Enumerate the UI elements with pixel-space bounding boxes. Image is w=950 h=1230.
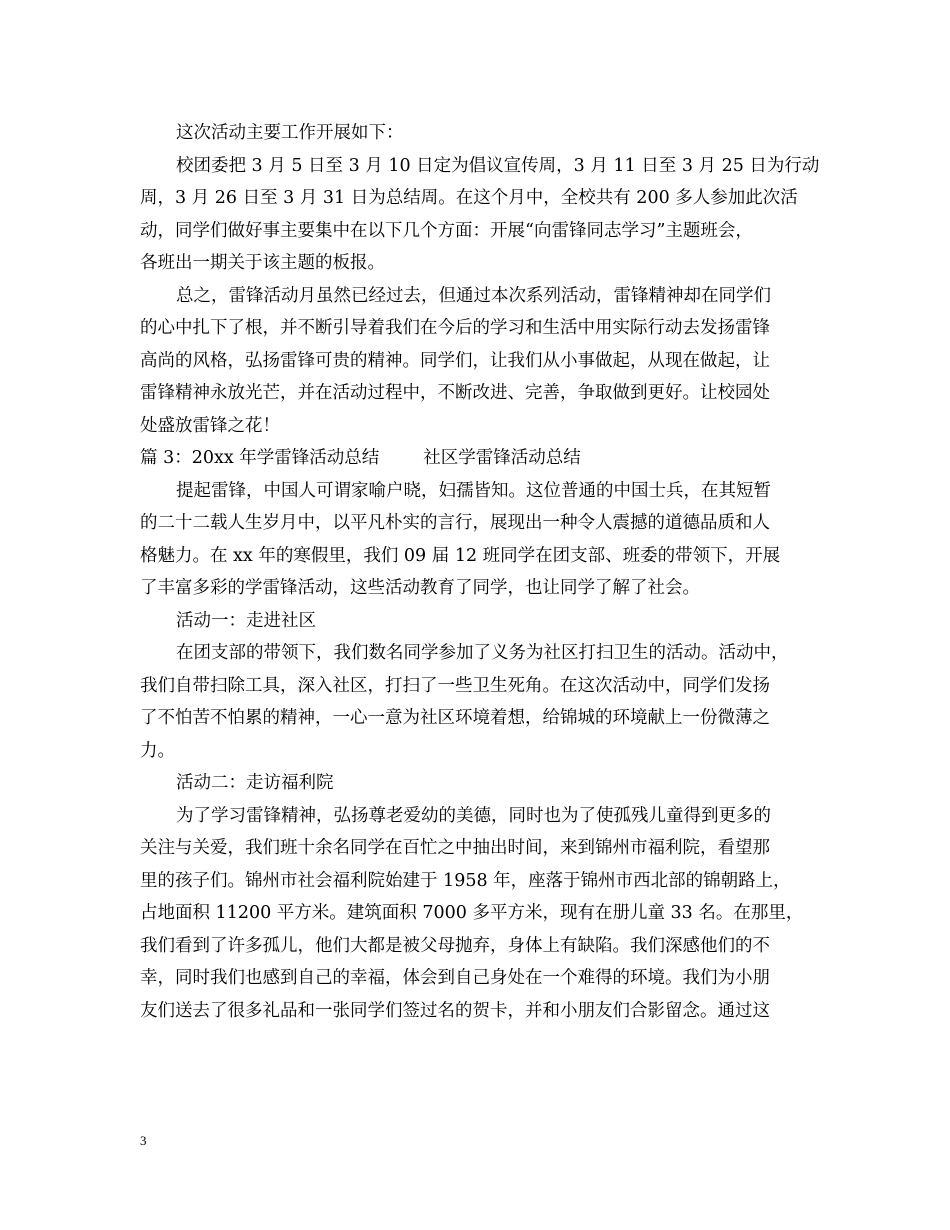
paragraph-line: 为了学习雷锋精神，弘扬尊老爱幼的美德，同时也为了使孤残儿童得到更多的 xyxy=(176,805,771,826)
paragraph-line: 雷锋精神永放光芒，并在活动过程中，不断改进、完善，争取做到更好。让校园处 xyxy=(140,383,770,403)
paragraph-line: 了不怕苦不怕累的精神，一心一意为社区环境着想，给锦城的环境献上一份微薄之 xyxy=(140,708,770,728)
paragraph-line: 处盛放雷锋之花！ xyxy=(140,415,280,436)
section-heading xyxy=(140,442,820,475)
paragraph-line: 占地面积 11200 平方米。建筑面积 7000 多平方米，现有在册儿童 33 名。在那里， xyxy=(140,903,804,923)
subheading-line: 活动二：走访福利院 xyxy=(176,773,334,793)
paragraph-line: 格魅力。在 xx 年的寒假里，我们 09 届 12 班同学在团支部、班委的带领下，开展 xyxy=(140,545,781,566)
paragraph-line: 里的孩子们。锦州市社会福利院始建于 1958 年，座落于锦州市西北部的锦朝路上， xyxy=(140,870,791,891)
paragraph-line: 校团委把 3 月 5 日至 3 月 10 日定为倡议宣传周，3 月 11 日至 3 月 25 日为行动 xyxy=(176,155,820,176)
paragraph-line: 动，同学们做好事主要集中在以下几个方面：开展“向雷锋同志学习”主题班会， xyxy=(140,220,753,241)
paragraph-line: 周，3 月 26 日至 3 月 31 日为总结周。在这个月中，全校共有 200 多人参加此次活 xyxy=(140,188,798,208)
paragraph-line: 幸，同时我们也感到自己的幸福，体会到自己身处在一个难得的环境。我们为小朋 xyxy=(140,968,770,988)
paragraph-line: 总之，雷锋活动月虽然已经过去，但通过本次系列活动，雷锋精神却在同学们 xyxy=(176,285,771,306)
heading-spacer xyxy=(379,442,423,475)
page-number: 3 xyxy=(140,1133,147,1148)
paragraph-line: 这次活动主要工作开展如下： xyxy=(176,123,404,143)
section-heading-subtitle: 社区学雷锋活动总结 xyxy=(423,448,581,468)
subheading-line: 活动一：走进社区 xyxy=(176,610,316,631)
paragraph-line: 关注与关爱，我们班十余名同学在百忙之中抽出时间，来到锦州市福利院，看望那 xyxy=(140,838,770,858)
paragraph-line: 了丰富多彩的学雷锋活动，这些活动教育了同学，也让同学了解了社会。 xyxy=(140,578,700,598)
document-body xyxy=(140,117,820,1027)
paragraph-line: 各班出一期关于该主题的板报。 xyxy=(140,253,385,273)
paragraph-line: 我们自带扫除工具，深入社区，打扫了一些卫生死角。在这次活动中，同学们发扬 xyxy=(140,675,770,696)
paragraph-line: 高尚的风格，弘扬雷锋可贵的精神。同学们，让我们从小事做起，从现在做起，让 xyxy=(140,350,770,371)
paragraph-line: 我们看到了许多孤儿，他们大都是被父母抛弃，身体上有缺陷。我们深感他们的不 xyxy=(140,935,770,956)
paragraph-line: 在团支部的带领下，我们数名同学参加了义务为社区打扫卫生的活动。活动中， xyxy=(176,643,789,663)
paragraph-line: 友们送去了很多礼品和一张同学们签过名的贺卡，并和小朋友们合影留念。通过这 xyxy=(140,1000,770,1021)
paragraph-line: 的心中扎下了根，并不断引导着我们在今后的学习和生活中用实际行动去发扬雷锋 xyxy=(140,318,770,338)
paragraph-line: 提起雷锋，中国人可谓家喻户晓，妇孺皆知。这位普通的中国士兵，在其短暂 xyxy=(176,480,771,501)
paragraph-line: 力。 xyxy=(140,740,175,761)
section-heading-title: 篇 3：20xx 年学雷锋活动总结 xyxy=(140,448,380,468)
paragraph-line: 的二十二载人生岁月中，以平凡朴实的言行，展现出一种令人震撼的道德品质和人 xyxy=(140,513,770,533)
